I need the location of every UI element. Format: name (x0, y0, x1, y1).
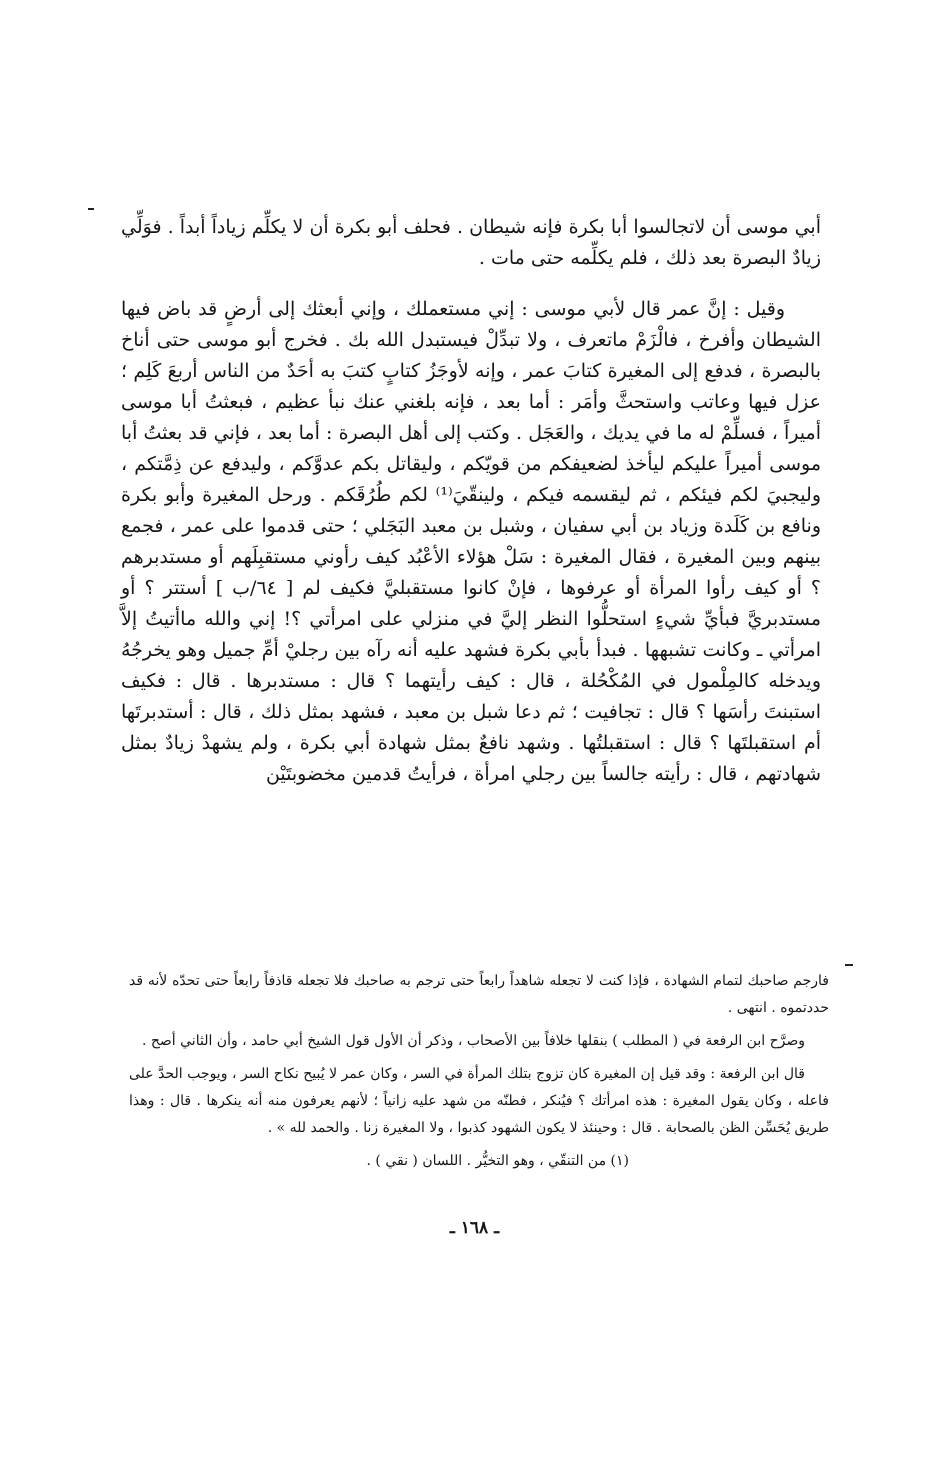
margin-mark (88, 208, 94, 210)
footnotes (129, 968, 829, 1181)
footnote-ibn-rifaa-1: وصرَّح ابن الرفعة في ( المطلب ) بنقلها خلافاً بين الأصحاب ، وذكر أن الأول قول الشيخ أبي حامد ، وأن الثاني أصح . (141, 1033, 805, 1049)
main-text (121, 212, 821, 790)
footnote-continuation: فارجم صاحبك لتمام الشهادة ، فإذا كنت لا تجعله شاهداً رابعاً حتى ترجم به صاحبك فلا تجعله قاذفاً رابعاً حتى تحدّه لأنه قد حددتموه . انتهى . (129, 973, 829, 1016)
paragraph-testimony-text: أستتر ؟ أو مستدبريَّ فبأيِّ شيءٍ استحلُّوا النظر إليَّ في منزلي على امرأتي ؟! إني والله ماأتيتُ إلاَّ امرأتي ـ وكانت تشبهها . فبدأ بأبي بكرة فشهد عليه أنه رآه بين رجليْ أمِّ جميل وهو يخرجُهُ ويدخله كالمِلْمول في المُكْحُلة ، قال : كيف رأيتهما ؟ قال : مستدبرها . قال : فكيف استبنتَ رأسَها ؟ قال : تجافيت ؛ ثم دعا شبل بن معبد ، فشهد بمثل ذلك ، قال : أستدبرتَها أم استقبلتَها ؟ قال : استقبلتُها . وشهد نافعٌ بمثل شهادة أبي بكرة ، ولم يشهدْ زيادٌ بمثل شهادتهم ، قال : رأيته جالساً بين رجلي امرأة ، فرأيتُ قدمين مخضوبتَيْن (121, 577, 821, 785)
paragraph-umar-letter (121, 294, 821, 790)
folio-reference: [ ٦٤/ب ] (215, 577, 294, 599)
footnote-ibn-rifaa-2: قال ابن الرفعة : وقد قيل إن المغيرة كان تزوج بتلك المرأة في السر ، وكان عمر لا يُبيح نكاح السر ، ويوجب الحدَّ على فاعله ، وكان يقول المغيرة : هذه امرأتك ؟ فيُنكر ، فطنّه من شهد عليه زانياً ؛ لأنهم يعرفون منه أنه ينكرها . قال : وهذا طريق يُحَسِّن الظن بالصحابة . قال : وحينئذ لا يكون الشهود كذبوا ، ولا المغيرة زنا . والحمد لله » . (129, 1066, 829, 1136)
paragraph-opening: أبي موسى أن لاتجالسوا أبا بكرة فإنه شيطان . فحلف أبو بكرة أن لا يكلِّم زياداً أبداً . فوَلِّي زيادٌ البصرة بعد ذلك ، فلم يكلِّمه حتى مات . (121, 216, 821, 269)
footnote-continuation-mark (845, 964, 853, 966)
footnote-1: (١) من التنقّي ، وهو التخيُّر . اللسان ( نقي ) . (366, 1153, 629, 1169)
paragraph-umar-letter-text: وقيل : إنَّ عمر قال لأبي موسى : إني مستعملك ، وإني أبعثك إلى أرضٍ قد باض فيها الشيطان وأفرخ ، فالْزَمْ ماتعرف ، ولا تبدِّلْ فيستبدل الله بك . فخرج أبو موسى حتى أناخ بالبصرة ، فدفع إلى المغيرة كتابَ عمر ، وإنه لأوجَزُ كتابٍ كتبَ به أحَدٌ من الناس أربعَ كَلِم ؛ عزل فيها وعاتب واستحثَّ وأمَر : أما بعد ، فإنه بلغني عنك نبأ عظيم ، فبعثتُ أبا موسى أميراً ، فسلِّمْ له ما في يديك ، والعَجَل . وكتب إلى أهل البصرة : أما بعد ، فإني قد بعثتُ أبا موسى أميراً عليكم ليأخذ لضعيفكم من قويّكم ، وليقاتل بكم عدوَّكم ، وليدفع عن ذِمَّتكم ، وليجبيَ لكم فيئكم ، ثم ليقسمه فيكم ، ولينقّيَ⁽¹⁾ لكم طُرُقَكم . ورحل المغيرة وأبو بكرة ونافع بن كَلَدة وزياد بن أبي سفيان ، وشبل بن معبد البَجَلي ؛ حتى قدموا على عمر ، فجمع بينهم وبين المغيرة ، فقال المغيرة : سَلْ هؤلاء الأعْبُد كيف رأوني مستقبِلَهم أو مستدبرهم ؟ أو كيف رأوا المرأة أو عرفوها ، فإنْ كانوا مستقبليَّ فكيف لم (121, 298, 821, 599)
page-number: ـ ١٦٨ ـ (449, 1218, 500, 1238)
